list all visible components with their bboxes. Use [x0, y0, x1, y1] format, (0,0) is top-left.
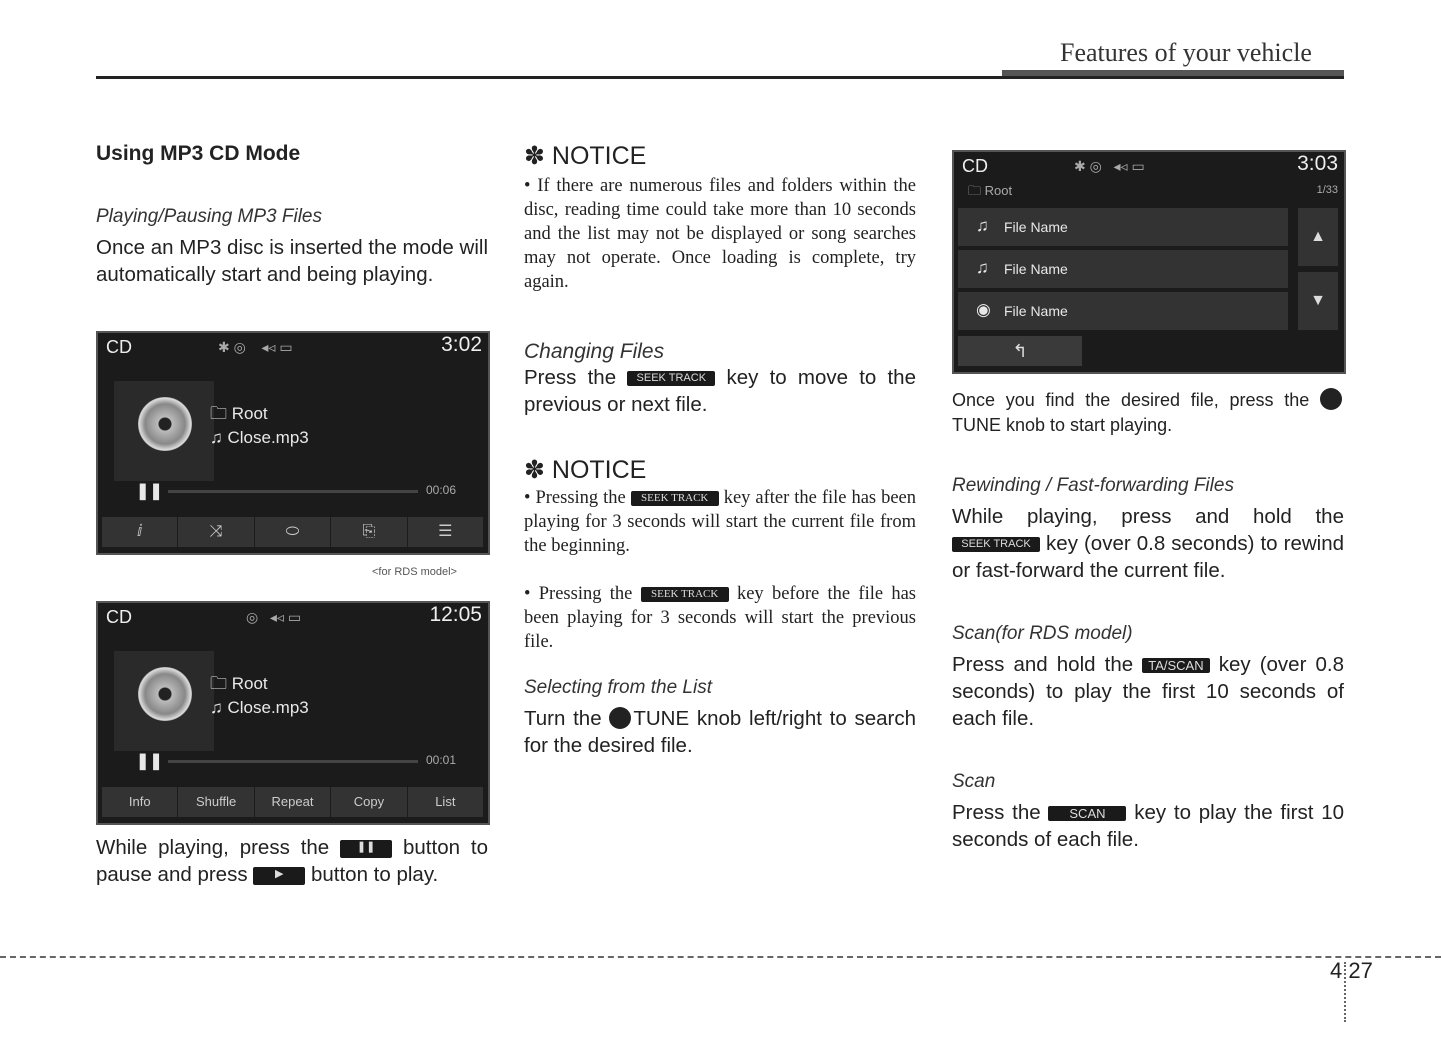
menu-repeat[interactable]: Repeat: [255, 787, 331, 817]
list-icon[interactable]: ☰: [408, 517, 484, 547]
notice-heading-2: ✽ NOTICE: [524, 456, 647, 484]
notice-text-1: • If there are numerous files and folders within the disc, reading time could take more than 10 seconds and the list may not be displayed or song searches may not operate. Once loading is complete, try again.: [524, 176, 916, 292]
status-icons: ✱ ◎ ◂◃ ▭: [1074, 158, 1145, 174]
repeat-icon[interactable]: ⬭: [255, 517, 331, 547]
subheading-playing: Playing/Pausing MP3 Files: [96, 206, 322, 227]
screen-time: 12:05: [429, 603, 482, 626]
section-title: Using MP3 CD Mode: [96, 142, 301, 165]
music-note-icon: ♫: [210, 428, 223, 447]
seek-track-key-icon: SEEK TRACK: [631, 491, 719, 506]
scroll-down-icon[interactable]: ▼: [1298, 272, 1338, 330]
subheading-changing: Changing Files: [524, 340, 665, 363]
folder-icon: 🗀: [210, 404, 227, 423]
screen-source: CD: [962, 156, 988, 176]
seek-track-key-icon: SEEK TRACK: [952, 537, 1040, 552]
footer-dashed-rule: [0, 956, 1441, 958]
notice-text-2a: • Pressing the SEEK TRACK key after the file has been playing for 3 seconds will start the current file from the beginning.: [524, 488, 917, 556]
file-line: ♫ Close.mp3: [210, 428, 309, 447]
icon-toolbar: [102, 517, 484, 547]
progress-bar: [168, 490, 418, 493]
status-icons: ✱ ◎ ◂◃ ▭: [218, 339, 293, 355]
page-number: 4 27: [1330, 958, 1373, 983]
notice-text-2b: • Pressing the SEEK TRACK key before the file has been playing for 3 seconds will start the previous file.: [524, 584, 917, 652]
disc-icon: [138, 397, 192, 451]
paragraph-playing: Once an MP3 disc is inserted the mode will automatically start and being playing.: [96, 236, 488, 286]
scan-key-icon: SCAN: [1048, 806, 1126, 821]
paragraph-rewind: While playing, press and hold the SEEK TRACK key (over 0.8 seconds) to rewind or fast-forward the current file.: [952, 505, 1345, 582]
cd-list-screen: [952, 150, 1346, 374]
list-item[interactable]: ♫ File Name: [958, 250, 1288, 288]
subheading-scan-rds: Scan(for RDS model): [952, 623, 1133, 644]
pause-button-icon: ❚❚: [340, 840, 392, 858]
info-icon[interactable]: ⅈ: [102, 517, 178, 547]
music-note-icon: ♫: [976, 258, 989, 277]
list-item[interactable]: ◉ File Name: [958, 292, 1288, 330]
paragraph-scan: Press the SCAN key to play the first 10 seconds of each file.: [952, 801, 1345, 851]
seek-track-key-icon: SEEK TRACK: [627, 371, 715, 386]
screen-source: CD: [106, 607, 132, 627]
subheading-rewind: Rewinding / Fast-forwarding Files: [952, 475, 1234, 496]
menu-toolbar: [102, 787, 484, 817]
seek-track-key-icon: SEEK TRACK: [641, 587, 729, 602]
pause-icon: ❚❚: [136, 753, 163, 770]
paragraph-select: Turn the TUNE knob left/right to search for the desired file.: [524, 707, 916, 757]
subheading-scan: Scan: [952, 771, 996, 792]
folder-line: 🗀 Root: [210, 404, 268, 423]
folder-line: 🗀 Root: [968, 183, 1013, 198]
status-icons: ◎ ◂◃ ▭: [246, 609, 302, 625]
disc-icon: [138, 667, 192, 721]
menu-list[interactable]: List: [408, 787, 484, 817]
elapsed-time: 00:06: [426, 483, 457, 497]
shuffle-icon[interactable]: ⤨: [178, 517, 254, 547]
header-rule: [96, 76, 1344, 79]
rds-caption: <for RDS model>: [372, 566, 457, 578]
tune-knob-icon: [1320, 388, 1342, 410]
paragraph-find-file: Once you find the desired file, press the TUNE knob to start playing.: [952, 388, 1344, 438]
progress-bar: [168, 760, 418, 763]
menu-shuffle[interactable]: Shuffle: [178, 787, 254, 817]
screen-time: 3:03: [1297, 152, 1338, 175]
folder-icon: 🗀: [968, 183, 982, 198]
copy-icon[interactable]: ⎘: [331, 517, 407, 547]
folder-line: 🗀 Root: [210, 674, 268, 693]
cd-screen-1: [96, 331, 490, 555]
pause-icon: ❚❚: [136, 483, 163, 500]
folder-icon: 🗀: [210, 674, 227, 693]
menu-copy[interactable]: Copy: [331, 787, 407, 817]
screen-source: CD: [106, 337, 132, 357]
paragraph-changing: Press the SEEK TRACK key to move to the previous or next file.: [524, 366, 916, 416]
back-icon[interactable]: ↰: [958, 336, 1082, 366]
music-note-icon: ♫: [976, 216, 989, 235]
list-item[interactable]: ♫ File Name: [958, 208, 1288, 246]
ta-scan-key-icon: TA/SCAN: [1142, 658, 1209, 673]
paragraph-pause-play: While playing, press the ❚❚ button to pause and press ▶ button to play.: [96, 836, 488, 886]
disc-small-icon: ◉: [976, 300, 991, 319]
tune-knob-icon: [609, 707, 631, 729]
play-button-icon: ▶: [253, 867, 305, 885]
file-line: ♫ Close.mp3: [210, 698, 309, 717]
running-header: Features of your vehicle: [1060, 38, 1312, 67]
music-note-icon: ♫: [210, 698, 223, 717]
scroll-up-icon[interactable]: ▲: [1298, 208, 1338, 266]
elapsed-time: 00:01: [426, 753, 457, 767]
page-number-divider: [1344, 962, 1346, 1022]
notice-heading-1: ✽ NOTICE: [524, 142, 647, 170]
screen-time: 3:02: [441, 333, 482, 356]
paragraph-scan-rds: Press and hold the TA/SCAN key (over 0.8 seconds) to play the first 10 seconds of each file.: [952, 653, 1345, 730]
menu-info[interactable]: Info: [102, 787, 178, 817]
subheading-select: Selecting from the List: [524, 677, 712, 698]
cd-screen-2: [96, 601, 490, 825]
file-count: 1/33: [1316, 184, 1338, 196]
